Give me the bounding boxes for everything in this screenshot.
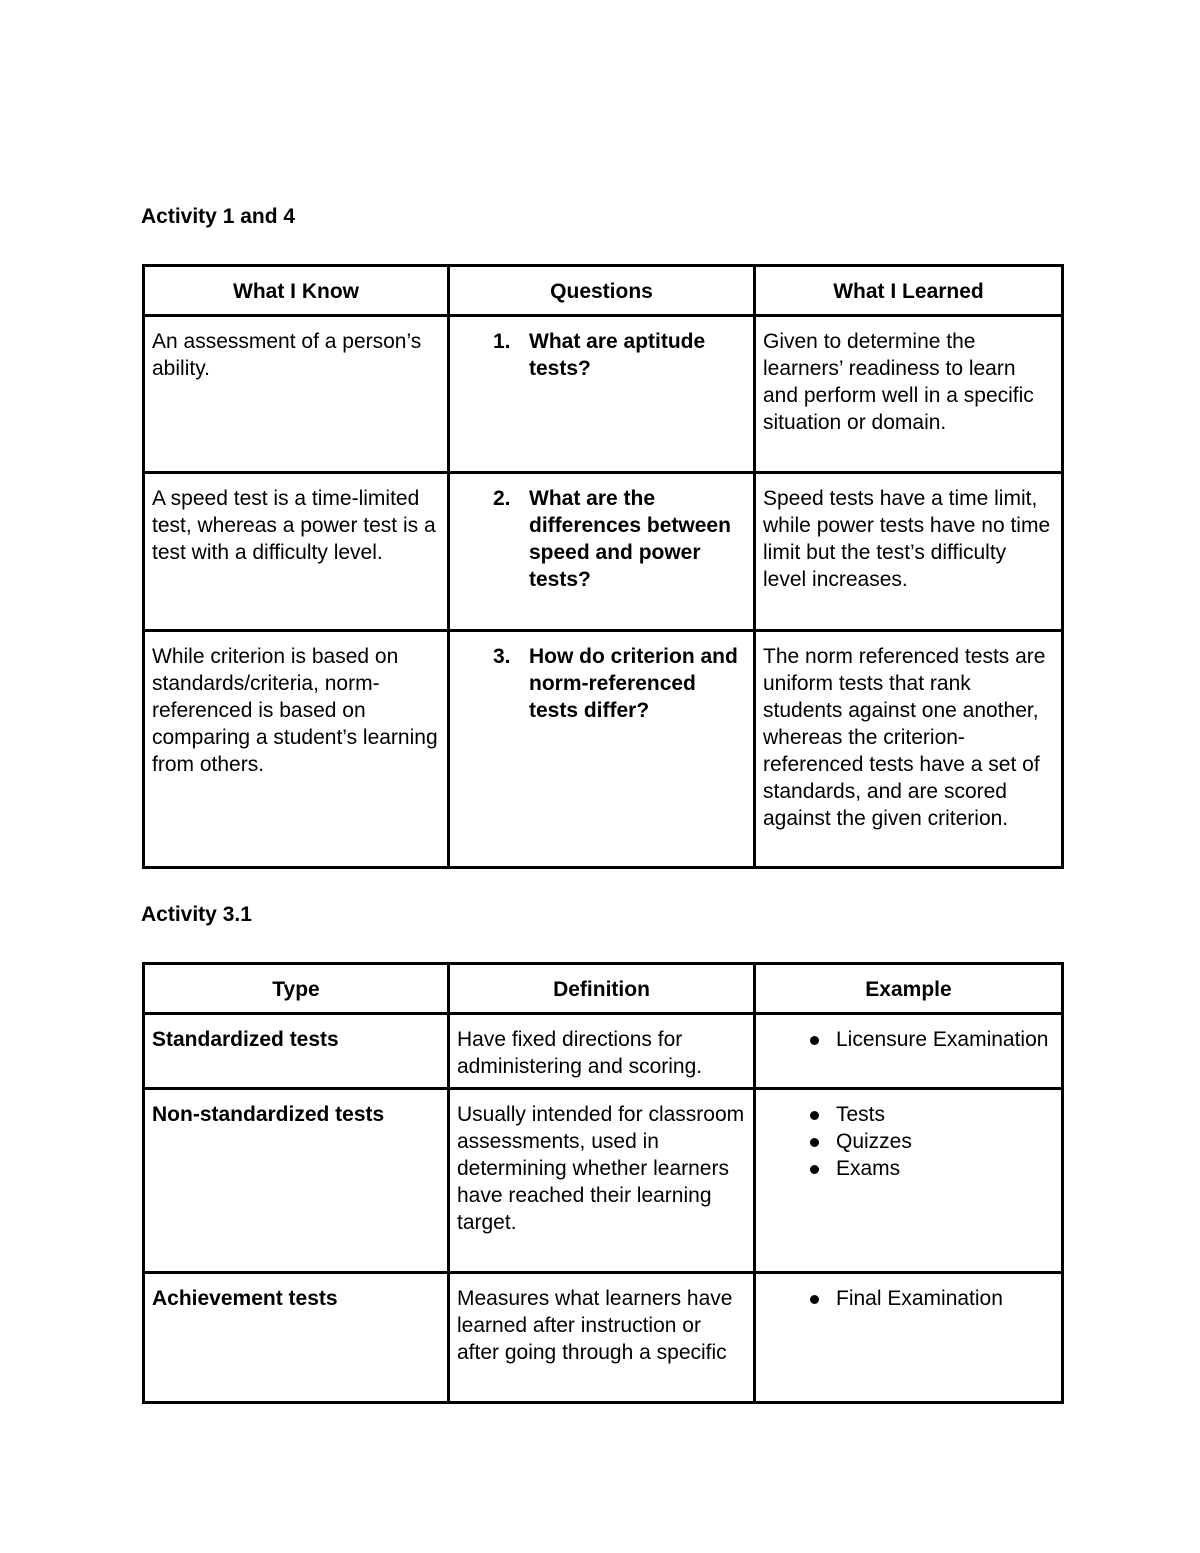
question-text: How do criterion and norm-referenced tests differ? — [529, 645, 738, 722]
definition-cell: Usually intended for classroom assessments, used in determining whether learners have reached their learning target. — [449, 1089, 755, 1273]
header-what-i-know: What I Know — [144, 266, 449, 316]
learned-cell: Given to determine the learners’ readiness to learn and perform well in a specific situation or domain. — [755, 316, 1063, 473]
example-cell — [755, 1014, 1063, 1089]
table-row — [144, 1273, 1063, 1403]
question-number: 2. — [493, 487, 511, 510]
list-item: Exams — [803, 1155, 1054, 1182]
question-cell — [449, 631, 755, 868]
example-cell — [755, 1273, 1063, 1403]
test-types-table — [142, 962, 1064, 1404]
example-list — [763, 1026, 1054, 1053]
example-list — [763, 1285, 1054, 1312]
question-cell — [449, 316, 755, 473]
list-item: Final Examination — [803, 1285, 1054, 1312]
header-example: Example — [755, 964, 1063, 1014]
know-cell: A speed test is a time-limited test, whereas a power test is a test with a difficulty level. — [144, 473, 449, 631]
question-text: What are the differences between speed and power tests? — [529, 487, 731, 591]
question-number: 1. — [493, 330, 511, 353]
table-row — [144, 631, 1063, 868]
question-cell — [449, 473, 755, 631]
table-row — [144, 1014, 1063, 1089]
question-number: 3. — [493, 645, 511, 668]
question-text: What are aptitude tests? — [529, 330, 706, 380]
header-what-i-learned: What I Learned — [755, 266, 1063, 316]
header-type: Type — [144, 964, 449, 1014]
table-row — [144, 1089, 1063, 1273]
know-cell: While criterion is based on standards/criteria, norm-referenced is based on comparing a student’s learning from others. — [144, 631, 449, 868]
type-cell: Achievement tests — [144, 1273, 449, 1403]
list-item: Tests — [803, 1101, 1054, 1128]
header-questions: Questions — [449, 266, 755, 316]
header-definition: Definition — [449, 964, 755, 1014]
activity-3-1-heading: Activity 3.1 — [141, 903, 252, 926]
learned-cell: Speed tests have a time limit, while power tests have no time limit but the test’s difficulty level increases. — [755, 473, 1063, 631]
know-cell: An assessment of a person’s ability. — [144, 316, 449, 473]
table-header-row — [144, 964, 1063, 1014]
table-row — [144, 316, 1063, 473]
definition-cell: Have fixed directions for administering and scoring. — [449, 1014, 755, 1089]
type-cell: Non-standardized tests — [144, 1089, 449, 1273]
example-list — [763, 1101, 1054, 1182]
list-item: Quizzes — [803, 1128, 1054, 1155]
definition-cell: Measures what learners have learned after instruction or after going through a specific — [449, 1273, 755, 1403]
list-item: Licensure Examination — [803, 1026, 1054, 1053]
type-cell: Standardized tests — [144, 1014, 449, 1089]
table-row — [144, 473, 1063, 631]
kwl-table — [142, 264, 1064, 869]
learned-cell: The norm referenced tests are uniform tests that rank students against one another, whereas the criterion-referenced tests have a set of standards, and are scored against the given criterion. — [755, 631, 1063, 868]
activity-1-heading: Activity 1 and 4 — [141, 205, 296, 228]
table-header-row — [144, 266, 1063, 316]
example-cell — [755, 1089, 1063, 1273]
